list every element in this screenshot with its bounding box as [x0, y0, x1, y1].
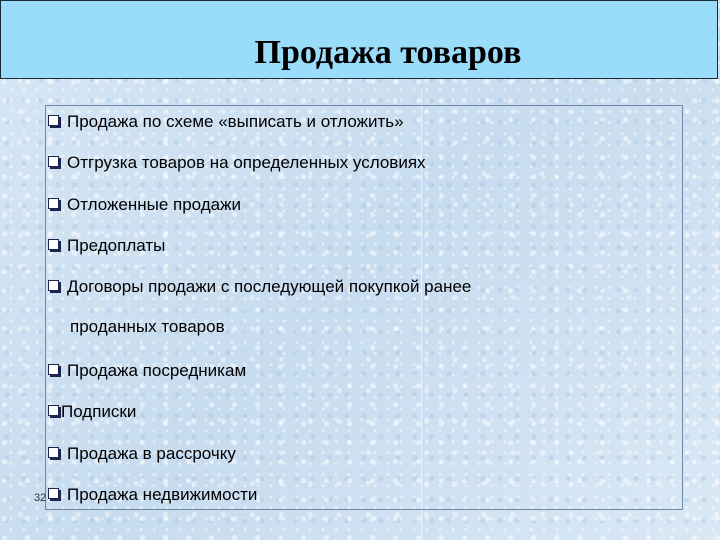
list-item-text: Продажа по схеме «выписать и отложить»: [67, 112, 404, 131]
list-item: [48, 107, 404, 137]
square-bullet-icon: [48, 198, 59, 209]
list-item-text: Продажа недвижимости: [67, 485, 258, 504]
title-bar: [0, 0, 718, 79]
square-bullet-icon: [48, 364, 59, 375]
slide-number: 32: [34, 492, 47, 504]
square-bullet-icon: [48, 447, 59, 458]
square-bullet-icon: [48, 488, 59, 499]
list-item-text: Предоплаты: [67, 236, 166, 255]
list-item: [48, 231, 165, 261]
list-item: [48, 480, 257, 510]
list-item-continuation: проданных товаров: [70, 317, 225, 336]
slide-title: Продажа товаров: [254, 34, 522, 71]
list-item-text: Продажа в рассрочку: [67, 444, 236, 463]
square-bullet-icon: [48, 156, 59, 167]
square-bullet-icon: [48, 405, 59, 416]
list-item-text: Отгрузка товаров на определенных условиях: [67, 153, 426, 172]
list-item: [48, 190, 241, 220]
list-item: [48, 148, 426, 178]
list-item-text: Продажа посредникам: [67, 361, 247, 380]
square-bullet-icon: [48, 280, 59, 291]
list-item: [48, 439, 236, 469]
list-item-text: Договоры продажи с последующей покупкой ранее: [67, 277, 472, 296]
list-item-text: Отложенные продажи: [67, 195, 241, 214]
square-bullet-icon: [48, 115, 59, 126]
square-bullet-icon: [48, 239, 59, 250]
list-item-text: Подписки: [61, 402, 137, 421]
list-item: [48, 356, 246, 386]
list-item: [48, 272, 471, 302]
list-item: [48, 397, 136, 427]
